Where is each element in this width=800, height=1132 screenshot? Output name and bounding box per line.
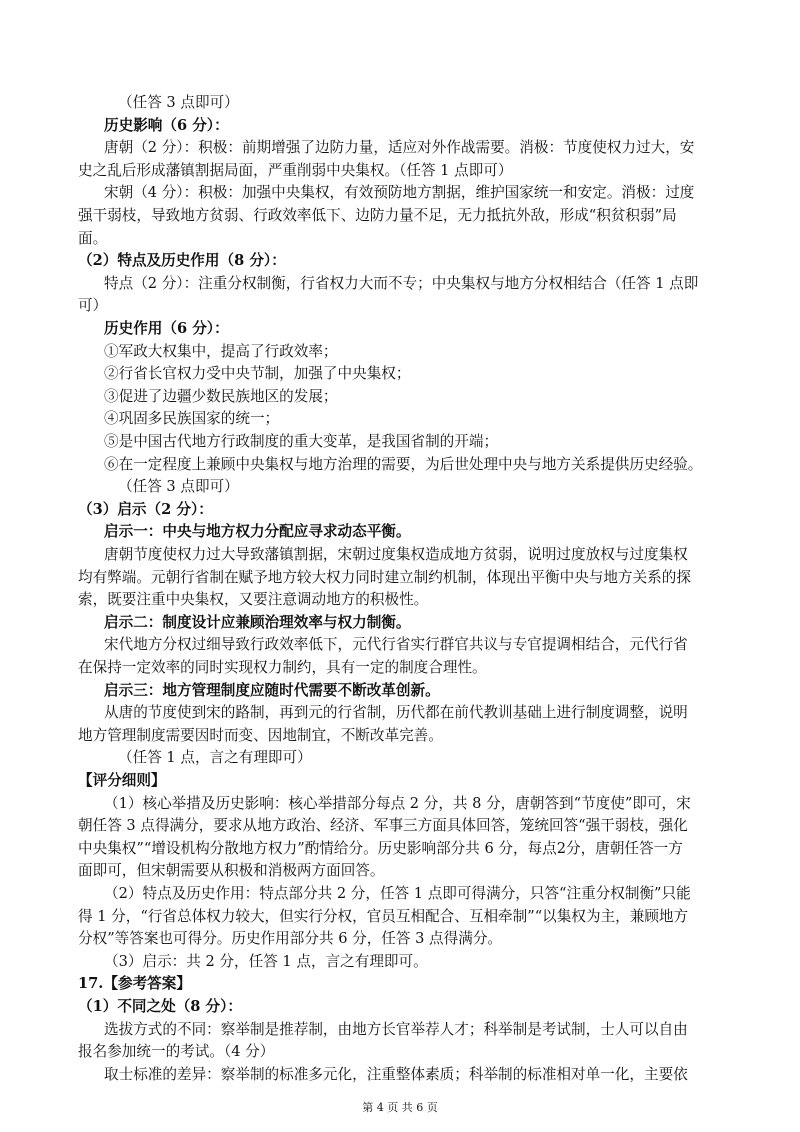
text-line: 地方管理制度需要因时而变、因地制宜，不断改革完善。 xyxy=(78,726,443,744)
list-item: ⑥在一定程度上兼顾中央集权与地方治理的需要，为后世处理中央与地方关系提供历史经验。 xyxy=(104,455,703,473)
text-line: 面即可，但宋朝需要从积极和消极两方面回答。 xyxy=(78,862,385,880)
text-line: 宋代地方分权过细导致行政效率低下，元代行省实行群官共议与专官提调相结合，元代行省 xyxy=(104,636,688,654)
section-heading: 历史影响（6 分）： xyxy=(104,116,229,134)
list-item: ⑤是中国古代地方行政制度的重大变革，是我国省制的开端； xyxy=(104,433,499,450)
list-item: ③促进了边疆少数民族地区的发展； xyxy=(104,387,338,405)
text-line: 得 1 分，“行省总体权力较大，但实行分权，官员互相配合、互相牵制”“以集权为主，兼顾地方 xyxy=(78,907,689,925)
text-line: 分权”等答案也可得分。历史作用部分共 6 分，任答 3 点得满分。 xyxy=(78,930,503,948)
text-line: 唐朝（2 分）：积极：前期增强了边防力量，适应对外作战需要。消极：节度使权力过大，安 xyxy=(104,139,695,157)
section-heading: （2）特点及历史作用（8 分）： xyxy=(78,252,286,270)
text-line: 索，既要注重中央集权，又要注意调动地方的积极性。 xyxy=(78,591,429,609)
text-line: （任答 3 点即可） xyxy=(118,478,239,496)
text-line: 强干弱枝，导致地方贫弱、行政效率低下、边防力量不足，无力抵抗外敌，形成“积贫积弱”局 xyxy=(78,207,677,224)
text-line: 特点（2 分）：注重分权制衡，行省权力大而不专；中央集权与地方分权相结合（任答 1 点即 xyxy=(104,274,699,292)
text-line: （3）启示：共 2 分，任答 1 点，言之有理即可。 xyxy=(104,952,428,970)
section-heading: 启示二：制度设计应兼顾治理效率与权力制衡。 xyxy=(104,613,411,631)
section-heading: 【评分细则】 xyxy=(78,772,166,789)
text-line: 唐朝节度使权力过大导致藩镇割据，宋朝过度集权造成地方贫弱，说明过度放权与过度集权 xyxy=(104,546,688,563)
text-line: 朝任答 3 点得满分，要求从地方政治、经济、军事三方面具体回答，笼统回答“强干弱枝，强化 xyxy=(78,817,688,835)
page-footer: 第 4 页 共 6 页 xyxy=(362,1101,438,1114)
section-heading: 历史作用（6 分）： xyxy=(104,320,229,337)
section-heading: 启示三：地方管理制度应随时代需要不断改革创新。 xyxy=(104,681,440,699)
text-line: （任答 3 点即可） xyxy=(118,94,239,111)
section-heading: 17.【参考答案】 xyxy=(78,975,191,993)
text-line: 从唐的节度使到宋的路制，再到元的行省制，历代都在前代教训基础上进行制度调整，说明 xyxy=(104,704,688,722)
list-item: ②行省长官权力受中央节制，加强了中央集权； xyxy=(104,365,411,383)
text-line: 宋朝（4 分）：积极：加强中央集权，有效预防地方割据，维护国家统一和安定。消极：过度 xyxy=(104,184,695,202)
text-line: 面。 xyxy=(78,229,108,247)
text-line: 报名参加统一的考试。（4 分） xyxy=(78,1043,275,1061)
text-line: （任答 1 点，言之有理即可） xyxy=(118,749,312,767)
text-line: 中央集权”“增设机构分散地方权力”酌情给分。历史影响部分共 6 分，每点2分，唐朝任答一方 xyxy=(78,839,683,857)
text-line: 可） xyxy=(78,297,108,315)
text-line: 取士标准的差异：察举制的标准多元化，注重整体素质；科举制的标准相对单一化，主要依 xyxy=(104,1065,688,1083)
text-line: 史之乱后形成藩镇割据局面，严重削弱中央集权。（任答 1 点即可） xyxy=(78,161,513,179)
list-item: ④巩固多民族国家的统一； xyxy=(104,410,280,428)
section-heading: 启示一：中央与地方权力分配应寻求动态平衡。 xyxy=(104,523,411,541)
section-heading: （3）启示（2 分）： xyxy=(78,500,213,518)
text-line: 在保持一定效率的同时实现权力制约，具有一定的制度合理性。 xyxy=(78,659,487,676)
text-line: （1）核心举措及历史影响：核心举措部分每点 2 分，共 8 分，唐朝答到“节度使”即可，宋 xyxy=(104,794,691,812)
text-line: 均有弊端。元朝行省制在赋予地方较大权力同时建立制约机制，体现出平衡中央与地方关系的探 xyxy=(78,568,691,586)
list-item: ①军政大权集中，提高了行政效率； xyxy=(104,342,338,360)
text-line: 选拔方式的不同：察举制是推荐制，由地方长官举荐人才；科举制是考试制，士人可以自由 xyxy=(104,1020,688,1038)
text-line: （2）特点及历史作用：特点部分共 2 分，任答 1 点即可得满分，只答“注重分权制衡”只能 xyxy=(104,885,691,902)
section-heading: （1）不同之处（8 分）： xyxy=(78,998,243,1015)
